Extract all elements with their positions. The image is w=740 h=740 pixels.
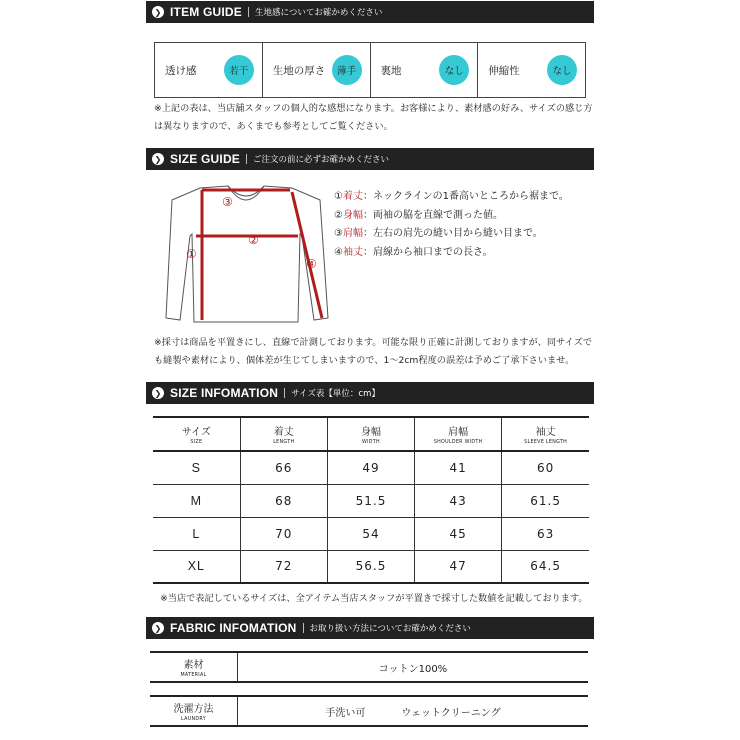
table-cell: 61.5 — [502, 484, 589, 517]
size-table-header-row — [153, 417, 589, 451]
size-guide-subtitle: ご注文の前に必ずお確かめください — [253, 155, 390, 165]
material-row — [150, 651, 588, 683]
guide-label: 裏地 — [380, 64, 402, 77]
table-row — [153, 484, 589, 517]
item-guide-header — [146, 1, 594, 23]
guide-label: 生地の厚さ — [272, 64, 326, 77]
laundry-header: 洗濯方法 LAUNDRY — [150, 697, 238, 725]
measurement-legend — [334, 188, 569, 262]
fabric-info-title: FABRIC INFOMATION — [170, 621, 297, 635]
chevron-right-icon: ❯ — [152, 153, 164, 165]
table-cell: 66 — [240, 451, 327, 484]
size-guide-header — [146, 148, 594, 170]
fabric-info-subtitle: お取り扱い方法についてお確かめください — [309, 624, 471, 634]
table-row — [153, 550, 589, 583]
legend-item-length: ①着丈：ネックラインの1番高いところから裾まで。 — [334, 191, 569, 202]
table-cell: 51.5 — [327, 484, 414, 517]
item-guide-note — [154, 100, 594, 136]
table-cell: 43 — [415, 484, 502, 517]
item-guide-title: ITEM GUIDE — [170, 5, 243, 19]
chevron-right-icon: ❯ — [152, 6, 164, 18]
table-row — [153, 451, 589, 484]
guide-badge: なし — [439, 55, 469, 85]
size-table — [153, 416, 589, 584]
guide-label: 伸縮性 — [488, 64, 520, 77]
fabric-feel-row — [154, 42, 586, 98]
material-header: 素材 MATERIAL — [150, 653, 238, 681]
col-header-size: サイズ SIZE — [153, 417, 240, 451]
guide-badge: 若干 — [224, 55, 254, 85]
shirt-measurement-diagram — [160, 178, 340, 330]
size-info-subtitle: サイズ表【単位：cm】 — [291, 389, 380, 399]
size-info-title: SIZE INFOMATION — [170, 386, 279, 400]
guide-badge: 薄手 — [332, 55, 362, 85]
table-row — [153, 517, 589, 550]
note-line: ※上記の表は、当店舗スタッフの個人的な感想になります。お客様により、素材感の好み、サイズの感じ方 — [154, 103, 593, 114]
table-cell: S — [153, 451, 240, 484]
chevron-right-icon: ❯ — [152, 387, 164, 399]
table-cell: 54 — [327, 517, 414, 550]
fabric-info-header — [146, 617, 594, 639]
chevron-right-icon: ❯ — [152, 622, 164, 634]
legend-item-shoulder: ③肩幅：左右の肩先の縫い目から縫い目まで。 — [334, 228, 543, 239]
guide-cell-lining — [371, 43, 479, 97]
size-info-header — [146, 382, 594, 404]
guide-cell-transparency — [155, 43, 263, 97]
size-info-note: ※当店で表記しているサイズは、全アイテム当店スタッフが平置きで採寸した数値を記載しております。 — [160, 593, 588, 604]
col-header-shoulder: 肩幅 SHOULDER WIDTH — [415, 417, 502, 451]
col-header-sleeve: 袖丈 SLEEVE LENGTH — [502, 417, 589, 451]
divider — [248, 7, 249, 17]
marker-length: ① — [186, 247, 197, 261]
marker-sleeve: ④ — [306, 257, 317, 271]
guide-cell-thickness — [263, 43, 371, 97]
note-line: は異なりますので、あくまでも参考としてご覧ください。 — [154, 121, 393, 132]
col-header-width: 身幅 WIDTH — [327, 417, 414, 451]
table-cell: M — [153, 484, 240, 517]
marker-width: ② — [248, 233, 259, 247]
divider — [284, 388, 285, 398]
note-line: も縫製や素材により、個体差が生じてしまいますので、1～2cm程度の誤差は予めご了承下さいませ。 — [154, 355, 575, 366]
item-guide-subtitle: 生地感についてお確かめください — [255, 8, 383, 18]
divider — [246, 154, 247, 164]
table-cell: XL — [153, 550, 240, 583]
table-cell: 60 — [502, 451, 589, 484]
table-cell: 70 — [240, 517, 327, 550]
note-line: ※採寸は商品を平置きにし、直線で計測しております。可能な限り正確に計測しておりますが、同サイズで — [154, 337, 593, 348]
laundry-row — [150, 695, 588, 727]
size-guide-note — [154, 334, 594, 370]
col-header-length: 着丈 LENGTH — [240, 417, 327, 451]
table-cell: 63 — [502, 517, 589, 550]
table-cell: 72 — [240, 550, 327, 583]
laundry-values — [238, 697, 588, 725]
size-guide-title: SIZE GUIDE — [170, 152, 241, 166]
table-cell: 68 — [240, 484, 327, 517]
legend-item-width: ②身幅：両袖の脇を直線で測った値。 — [334, 209, 503, 221]
laundry-value-hand-wash: 手洗い可 — [325, 707, 366, 719]
table-cell: 47 — [415, 550, 502, 583]
guide-badge: なし — [547, 55, 577, 85]
laundry-value-wet-cleaning: ウェットクリーニング — [401, 707, 501, 719]
table-cell: 49 — [327, 451, 414, 484]
table-cell: 41 — [415, 451, 502, 484]
guide-label: 透け感 — [165, 64, 197, 77]
table-cell: 56.5 — [327, 550, 414, 583]
table-cell: 45 — [415, 517, 502, 550]
table-cell: L — [153, 517, 240, 550]
marker-shoulder: ③ — [222, 195, 233, 209]
material-value: コットン100% — [378, 663, 448, 675]
guide-cell-stretch — [478, 43, 585, 97]
divider — [303, 623, 304, 633]
table-cell: 64.5 — [502, 550, 589, 583]
legend-item-sleeve: ④袖丈：肩線から袖口までの長さ。 — [334, 246, 493, 258]
